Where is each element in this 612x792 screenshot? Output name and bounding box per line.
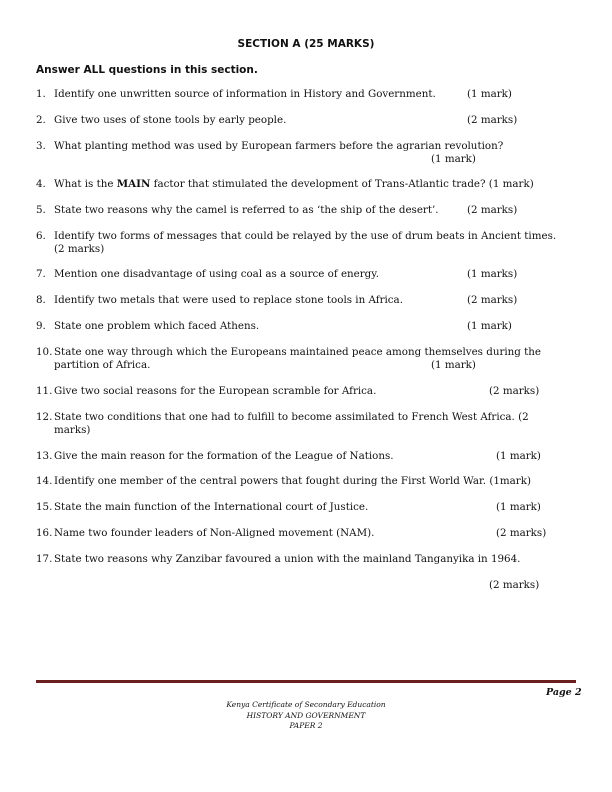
section-title: SECTION A (25 MARKS) [237, 38, 375, 50]
question-number: 13. [36, 450, 53, 462]
question-text: Name two founder leaders of Non-Aligned movement (NAM). [54, 527, 375, 539]
question-number: 3. [36, 140, 46, 152]
question-mark: (2 marks) [489, 579, 540, 591]
question-mark: (1 mark) [431, 359, 476, 371]
question-text: Give two uses of stone tools by early people. [54, 114, 287, 126]
question-number: 8. [36, 294, 46, 306]
footer-exam-name: Kenya Certificate of Secondary Education [226, 700, 386, 709]
footer-divider [36, 680, 576, 683]
question-mark: (1 mark) [496, 501, 541, 513]
question-mark: (2 marks) [467, 114, 518, 126]
question-text-post: factor that stimulated the development of Trans-Atlantic trade? (1 mark) [150, 178, 534, 190]
question-text: Mention one disadvantage of using coal as a source of energy. [54, 268, 380, 280]
footer-paper: PAPER 2 [289, 721, 323, 730]
emphasis-main: MAIN [116, 178, 151, 190]
question-mark: (2 marks) [54, 243, 105, 255]
question-text: State the main function of the International court of Justice. [54, 501, 369, 513]
question-number: 17. [36, 553, 53, 565]
footer-subject: HISTORY AND GOVERNMENT [246, 711, 366, 720]
question-number: 10. [36, 346, 53, 358]
question-mark: (2 marks) [467, 294, 518, 306]
question-number: 4. [36, 178, 46, 190]
question-number: 9. [36, 320, 46, 332]
question-text-pre: What is the [54, 178, 117, 190]
question-text: State two reasons why the camel is referred to as ‘the ship of the desert’. [54, 204, 439, 216]
question-text: Identify one member of the central powers that fought during the First World War. (1mark) [54, 475, 531, 487]
question-number: 14. [36, 475, 53, 487]
page-number: Page 2 [546, 687, 582, 698]
question-mark: (1 mark) [431, 153, 476, 165]
question-mark: (1 marks) [467, 268, 518, 280]
question-number: 12. [36, 411, 53, 423]
question-text: Give two social reasons for the European scramble for Africa. [54, 385, 377, 397]
question-text [54, 178, 534, 191]
question-mark: (2 marks) [496, 527, 547, 539]
question-number: 7. [36, 268, 46, 280]
question-text: What planting method was used by European farmers before the agrarian revolution? [54, 140, 504, 152]
question-text: Identify two forms of messages that could be relayed by the use of drum beats in Ancient times. [54, 230, 557, 242]
question-text: Identify one unwritten source of information in History and Government. [54, 88, 436, 100]
question-number: 6. [36, 230, 46, 242]
question-number: 11. [36, 385, 53, 397]
instruction: Answer ALL questions in this section. [36, 64, 258, 76]
question-number: 5. [36, 204, 46, 216]
question-number: 2. [36, 114, 46, 126]
question-text: State two reasons why Zanzibar favoured a union with the mainland Tanganyika in 1964. [54, 553, 521, 565]
question-text: State one way through which the Europeans maintained peace among themselves during the [54, 346, 542, 358]
question-mark: (2 marks) [467, 204, 518, 216]
question-text: State two conditions that one had to fulfill to become assimilated to French West Africa. (2 [54, 411, 529, 423]
question-mark: (1 mark) [467, 320, 512, 332]
question-mark: (2 marks) [489, 385, 540, 397]
question-number: 16. [36, 527, 53, 539]
question-mark: (1 mark) [467, 88, 512, 100]
question-number: 1. [36, 88, 46, 100]
question-mark: (1 mark) [496, 450, 541, 462]
question-text-cont: partition of Africa. [54, 359, 151, 371]
question-text-cont: marks) [54, 424, 91, 436]
question-number: 15. [36, 501, 53, 513]
question-text: State one problem which faced Athens. [54, 320, 260, 332]
question-text: Identify two metals that were used to replace stone tools in Africa. [54, 294, 403, 306]
question-text: Give the main reason for the formation of the League of Nations. [54, 450, 394, 462]
